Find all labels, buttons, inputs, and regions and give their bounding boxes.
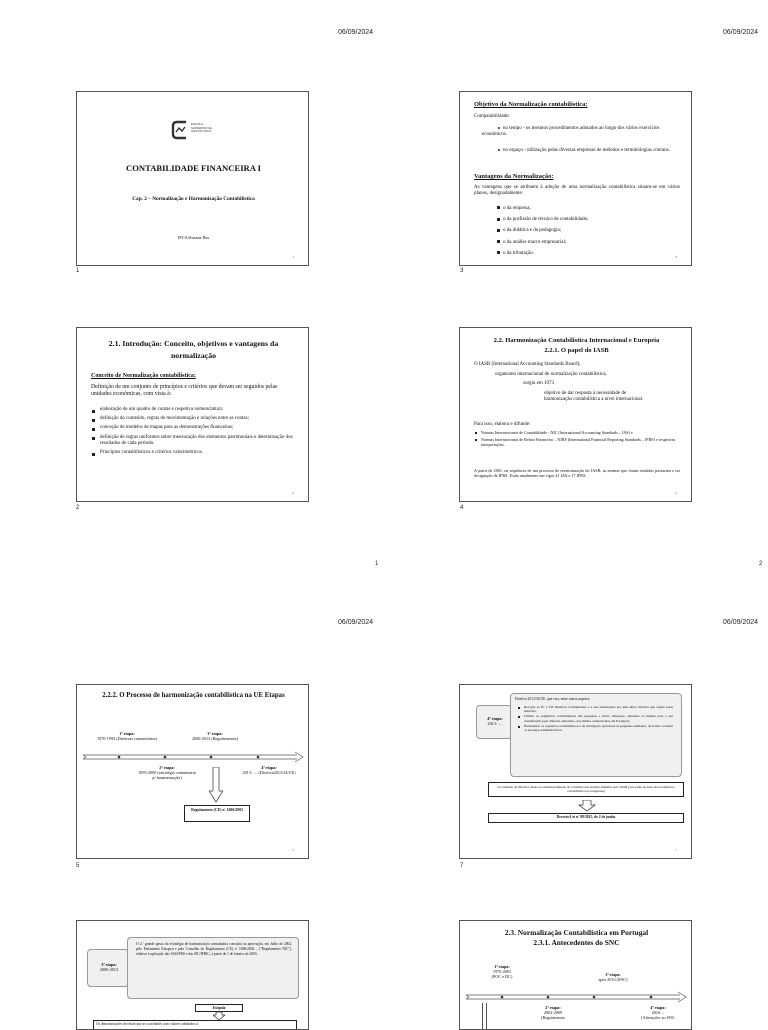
concept-item: elaboração de um quadro de contas e respetiva nomenclatura;	[91, 407, 297, 413]
slide-title: 2.3. Normalização Contabilística em Portugal	[504, 928, 649, 937]
comparability-item	[482, 148, 684, 154]
ipca-logo	[171, 120, 219, 142]
bullet-square	[497, 251, 500, 254]
advantages-intro: As vantagens que se atribuem à adoção de uma normalização contabilística situam-se em vários planos, designadamente:	[474, 185, 680, 197]
slide-label-3: 3	[460, 268, 464, 274]
bullet-square	[497, 206, 500, 209]
timeline-stage-4	[239, 765, 299, 775]
comparability-space: no espaço - utilização pelas diversas empresas de métodos e terminologias comuns.	[503, 148, 670, 153]
timeline-stage-2	[137, 765, 197, 781]
timeline-stage-3	[588, 972, 638, 982]
timeline-stage-1	[480, 964, 524, 980]
stage-label: 4ª etapa:	[487, 716, 503, 721]
concept-item: definição de regras uniformes sobre mensuração dos elementos patrimoniais e determinação dos resultados de cada período.	[91, 435, 297, 447]
slide-footer-number: 2	[292, 491, 294, 495]
slide-4	[459, 327, 692, 502]
advantage-item: o da profissão de técnico de contabilidade;	[497, 217, 677, 228]
timeline-stage-3	[185, 731, 245, 741]
stage-text: 2000-2013 (Regulamentos)	[192, 736, 238, 742]
page-date-right-2: 06/09/2024	[723, 619, 759, 626]
iasb-line2: organismo internacional de normalização contabilística,	[495, 372, 607, 377]
advantages-list	[497, 206, 677, 262]
slide-label-4: 4	[460, 505, 464, 511]
directive-content-box: O conteúdo da Diretiva afasta-se substancialmente do conteúdo das normas emitidas pelo IASB (que estão na base dos normativos contabilísticos portugueses)	[488, 782, 684, 797]
advantage-item: o da tributação.	[497, 251, 677, 262]
slide-footer-number: 7	[675, 848, 677, 852]
directive-item: Harmonizar os requisitos contabilísticos e de divulgação aplicáveis às pequenas entidades, de forma a reduzir os encargos administrativos.	[517, 724, 673, 732]
stage-text: (Regulamento	[541, 1015, 565, 1021]
stage-label: 4ª etapa:	[650, 1005, 666, 1010]
slide-title: 2.2. Harmonização Contabilística Internacional e Europeia	[493, 337, 660, 344]
stage-text: após 2010 (SNC)	[598, 977, 628, 983]
advantages-heading: Vantagens da Normalização:	[474, 173, 554, 180]
regulation-box: Regulamento (CE) nº 1606/2002	[184, 805, 250, 822]
iasb-line4: objetivo de dar resposta à necessidade de harmonização contabilística a nível internacional.	[544, 391, 644, 403]
stipulates-box: Estipula	[195, 1004, 243, 1012]
slide-label-7: 7	[460, 863, 464, 869]
slide-author: IPCA/Susana Bas	[177, 235, 210, 240]
bullet-dot	[498, 127, 500, 129]
comparability-time: no tempo - os mesmos procedimentos adotados ao longo dos vários exercícios económicos.	[482, 126, 660, 138]
concept-intro: Definição de um conjunto de princípios e critérios que devam ser seguidos pelas unidades económicas, com vista à:	[91, 384, 278, 397]
concept-item: Princípios contabilísticos e critérios valorimétricos.	[91, 450, 297, 456]
iasb-para-intro: Para isso, elabora e difunde:	[474, 422, 531, 427]
stage-text: (POC e DC)	[491, 974, 513, 980]
timeline-stage-1	[97, 731, 157, 741]
slide-5	[76, 684, 309, 859]
stage-years: 2013-….	[487, 721, 503, 727]
iasb-item: Normas Internacionais de Contabilidade - NIC (International Accounting Standards – IAS) e	[474, 430, 682, 435]
slide-title: CONTABILIDADE FINANCEIRA I	[126, 163, 261, 173]
vertical-connector	[482, 1003, 487, 1030]
slide-2	[76, 327, 309, 502]
directive-list	[517, 705, 673, 732]
concept-list	[91, 407, 297, 459]
stage-label: 3ª etapa:	[207, 731, 223, 736]
page-date-left-2: 06/09/2024	[338, 619, 374, 626]
comparability-label: Comparabilidade:	[474, 114, 510, 119]
slide-3	[459, 91, 692, 266]
bullet-square	[497, 218, 500, 221]
comparability-item	[482, 126, 684, 138]
directive-intro: Diretiva 2013/34/UE, que visa, entre outros aspetos:	[515, 697, 591, 701]
directive-box	[510, 693, 682, 777]
iasb-para2: A partir de 2001, na sequência de um processo de reestruturação do IASB, as normas que foram emitidas passaram a ser designação de IFRS. Estão atualmente em vigor 41 IAS e 17 IFRS.	[474, 468, 680, 479]
strategy-text: O 2.º grande passo da estratégia de harmonização comunitária consistiu na aprovação, em Julho de 2002, pelo Parlamento Europeu e pelo Conselho do Regulamento (CE) nº 1606/2002 – ("Regulamento NIC"), relativo à aplicação das IAS/IFRS e das SIC/IFRIC, a partir de 1 de Janeiro de 2005.	[136, 942, 292, 956]
stage-label: 2ª etapa:	[159, 765, 175, 770]
advantage-item: o da análise macro empresarial;	[497, 240, 677, 251]
page-date-right: 06/09/2024	[723, 29, 759, 36]
stage-label: 3ª etapa:	[101, 962, 117, 967]
iasb-line3: surgiu em 1973	[523, 381, 555, 386]
concept-item: definição do conteúdo, regras de movimentação e relações entre as contas;	[91, 416, 297, 422]
objective-heading: Objetivo da Normalização contabilística:	[474, 101, 588, 108]
stage-text: 2002-2009	[543, 1010, 563, 1016]
stipulates-text-box: Os demonstrações de relato que as sociedades com valores admitidos à	[93, 1020, 297, 1030]
timeline-stage-2	[528, 1005, 578, 1021]
slide-subtitle: 2.2.1. O papel do IASB	[544, 347, 609, 354]
iasb-list	[474, 430, 682, 447]
stage-label: 3ª etapa:	[605, 972, 621, 977]
slide-footer-number: 5	[292, 848, 294, 852]
page-number-left: 1	[375, 561, 379, 567]
stage-label: 1ª etapa:	[119, 731, 135, 736]
slide-label-2: 2	[76, 505, 80, 511]
stage-text: 2016…	[651, 1010, 665, 1016]
iasb-item: Normas Internacionais de Relato Financeiro – NIRF (International Financial Reporting Standards – IFRS) e respetivas interpretações.	[474, 437, 682, 447]
timeline-arrow	[83, 751, 305, 763]
slide-label-5: 5	[76, 863, 80, 869]
slide-8	[459, 920, 692, 1030]
down-arrow-icon	[213, 1012, 225, 1020]
stage-label: 1ª etapa:	[494, 964, 510, 969]
slide-footer-number: 1	[292, 255, 294, 259]
advantage-item: o da empresa;	[497, 206, 677, 217]
directive-item: Revogar as IV e VII Diretivas Comunitárias e a sua substituição por uma única diretiva que regule essas matérias;	[517, 705, 673, 713]
slide-footer-number: 4	[675, 491, 677, 495]
directive-item: Limitar as exigências contabilísticas das pequenas e micro empresas, alterando os limites para a sua classificação (que diferem, entretanto, dos limites estabelecidos em Portugal);	[517, 714, 673, 722]
stage-text: 2013-…. (Diretiva2013/34/UE)	[242, 770, 296, 776]
slide-subtitle: 2.3.1. Antecedentes do SNC	[533, 938, 620, 947]
stage-label: 4ª etapa:	[261, 765, 277, 770]
bullet-dot	[498, 149, 500, 151]
bullet-square	[497, 240, 500, 243]
stage-text: 1970-1995 (Diretivas comunitárias)	[97, 736, 158, 742]
stage-text: (Alterações ao SNC	[641, 1015, 675, 1021]
advantage-item: o da didática e da pedagogia;	[497, 228, 677, 239]
page-date-left: 06/09/2024	[338, 29, 374, 36]
down-arrow-icon	[578, 800, 596, 812]
slide-1	[76, 91, 309, 266]
page-number-right: 2	[759, 561, 763, 567]
decree-box: Decreto-Lei nº 98/2015, de 2 de junho	[488, 813, 684, 823]
stage-label-box	[476, 705, 512, 739]
slide-6	[76, 920, 309, 1030]
concept-item: conceção de modelos de mapas para as demonstrações financeiras;	[91, 425, 297, 431]
slide-label-1: 1	[76, 268, 80, 274]
strategy-box	[127, 937, 299, 999]
slide-title: 2.2.2. O Processo de harmonização contabilística na UE Etapas	[102, 692, 285, 699]
concept-heading: Conceito de Normalização contabilística:	[91, 373, 196, 379]
slide-subtitle: Cap. 2 – Normalização e Harmonização Contabilística	[132, 196, 255, 202]
stage-years: 2000-2013	[99, 967, 119, 973]
slide-footer-number: 3	[675, 255, 677, 259]
stage-label-box	[87, 949, 129, 987]
timeline-arrow	[466, 991, 688, 1003]
slide-7	[459, 684, 692, 859]
stage-text: 1995-2000 (estratégia comunitária p/ harmonização)	[138, 770, 196, 781]
down-arrow-icon	[209, 767, 223, 803]
iasb-line1: O IASB (International Accounting Standards Board),	[474, 362, 581, 367]
logo-text: ESCOLA SUPERIOR DE GESTÃO IPCA	[191, 122, 212, 133]
timeline-stage-4	[630, 1005, 686, 1021]
slide-title: 2.1. Introdução: Conceito, objetivos e vantagens da normalização	[108, 339, 279, 360]
stage-text: 1970-2001	[492, 969, 512, 975]
bullet-square	[497, 229, 500, 232]
stage-label: 2ª etapa:	[545, 1005, 561, 1010]
